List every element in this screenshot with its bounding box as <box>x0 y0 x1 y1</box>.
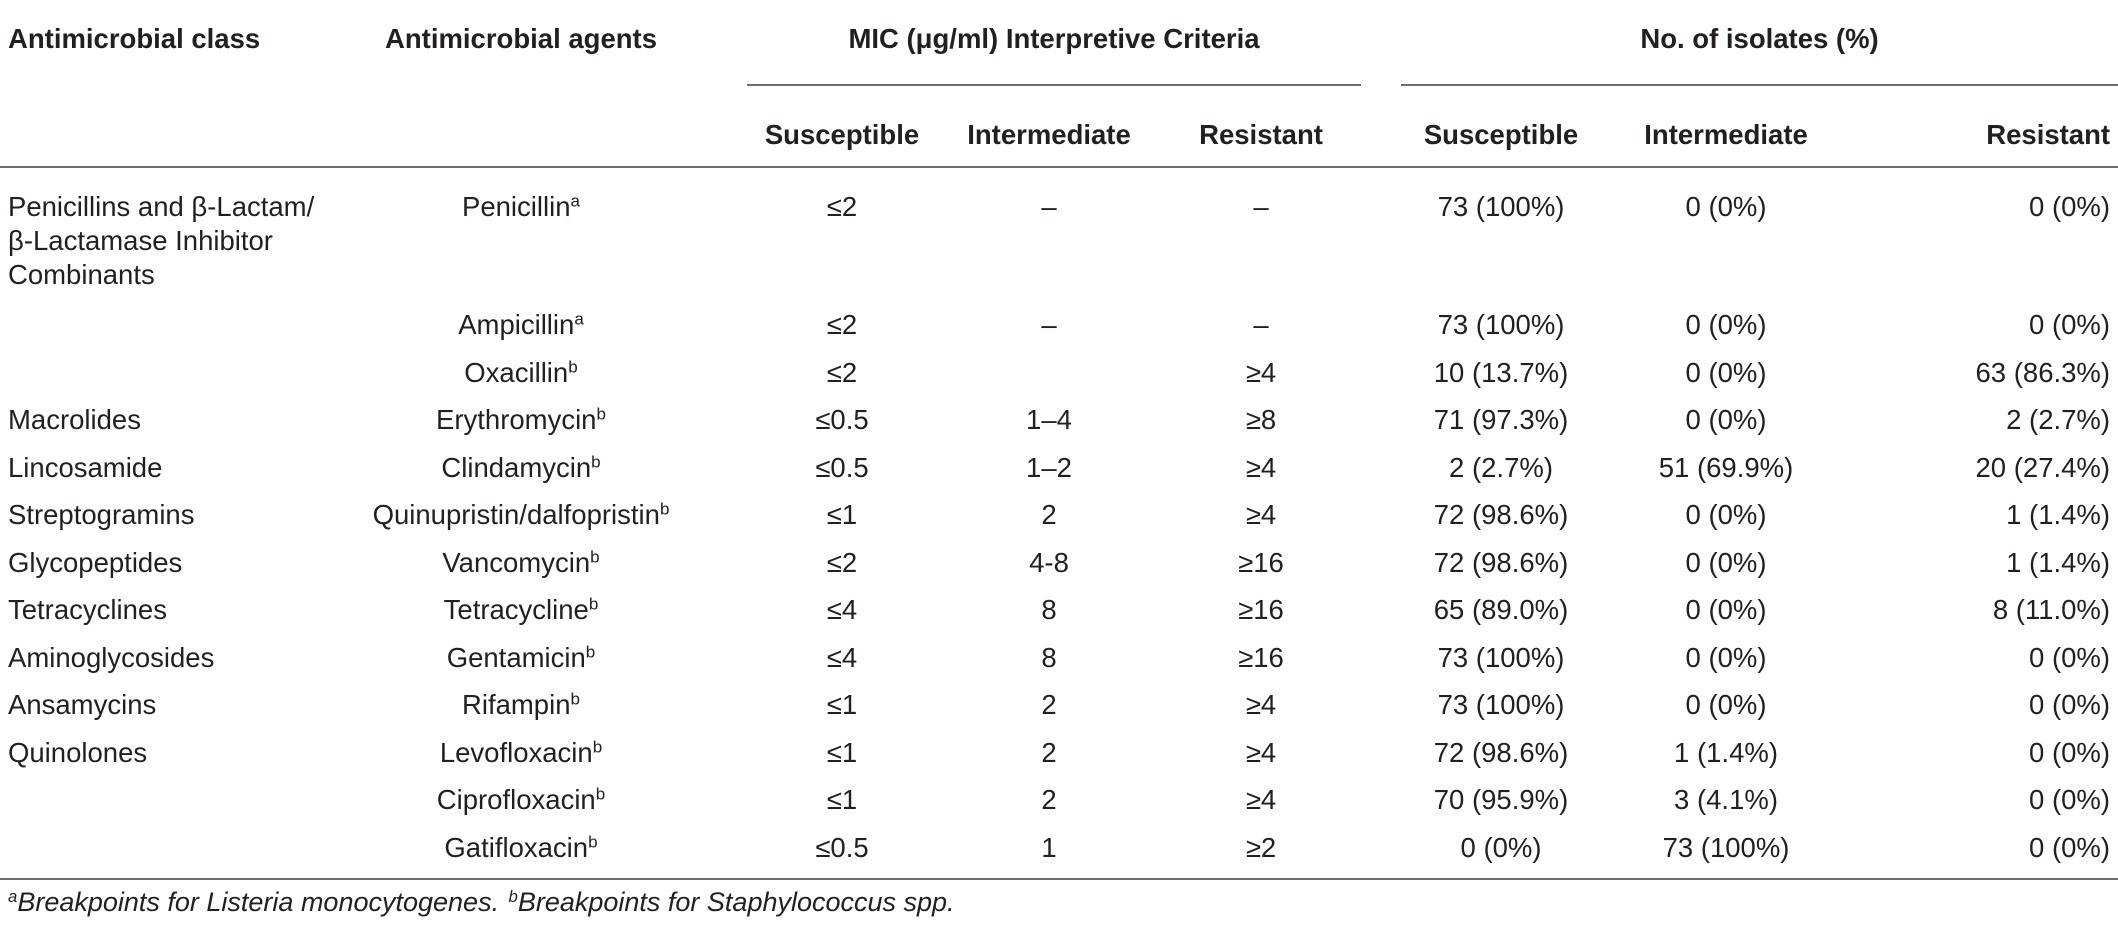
agent-name: Vancomycin <box>442 546 591 578</box>
cell-isolates-intermediate: 0 (0%) <box>1685 404 1767 435</box>
cell-agent <box>340 167 702 308</box>
cell-isolates-resistant: 0 (0%) <box>2029 784 2111 815</box>
footnote-b-text: Breakpoints for Staphylococcus spp. <box>517 887 955 917</box>
cell-class: Ansamycins <box>8 689 157 720</box>
agent-name: Erythromycin <box>436 404 597 435</box>
cell-gap <box>702 167 747 308</box>
cell-mic-susceptible: ≤2 <box>826 191 858 222</box>
agent-name: Tetracycline <box>443 594 589 625</box>
footnote-marker: b <box>588 832 598 852</box>
cell-mic-resistant: ≥4 <box>1245 499 1277 530</box>
table-row <box>0 546 2118 594</box>
agent-name: Rifampin <box>462 689 571 720</box>
cell-mic-susceptible: ≤0.5 <box>815 831 869 863</box>
agent-name: Levofloxacin <box>439 736 593 768</box>
cell-gap <box>1361 403 1401 451</box>
cell-mic-intermediate: – <box>1041 191 1057 222</box>
table-row <box>0 403 2118 451</box>
cell-isolates-resistant: 20 (27.4%) <box>1975 451 2111 483</box>
table-row <box>0 167 2118 308</box>
cell-mic-susceptible: ≤4 <box>826 594 858 625</box>
cell-mic-resistant: ≥4 <box>1245 689 1277 720</box>
cell-gap <box>702 736 747 784</box>
cell-mic-susceptible: ≤2 <box>826 356 858 388</box>
table-row <box>0 831 2118 880</box>
cell-mic-intermediate: 1–2 <box>1026 451 1072 483</box>
cell-mic-susceptible: ≤1 <box>826 736 858 768</box>
cell-agent <box>340 498 702 546</box>
col-header-mic-intermediate: Intermediate <box>967 119 1131 150</box>
cell-mic-susceptible: ≤0.5 <box>815 404 869 435</box>
cell-agent <box>340 308 702 356</box>
antimicrobial-susceptibility-table <box>0 10 2118 880</box>
table-row <box>0 783 2118 831</box>
table-row <box>0 308 2118 356</box>
footnote-marker: b <box>592 737 603 757</box>
cell-gap <box>1361 593 1401 641</box>
cell-agent <box>340 593 702 641</box>
table-row <box>0 451 2118 499</box>
cell-gap <box>702 831 747 880</box>
cell-class <box>0 783 340 831</box>
col-header-isolates-intermediate: Intermediate <box>1644 119 1808 150</box>
cell-class: Aminoglycosides <box>8 641 215 673</box>
cell-gap <box>702 783 747 831</box>
cell-gap <box>1361 498 1401 546</box>
cell-class: Glycopeptides <box>8 546 183 578</box>
cell-isolates-susceptible: 2 (2.7%) <box>1449 451 1553 483</box>
footnote-mark-b: b <box>508 886 518 906</box>
cell-isolates-intermediate: 0 (0%) <box>1685 356 1767 388</box>
cell-mic-intermediate: 4-8 <box>1029 546 1069 578</box>
cell-mic-resistant: – <box>1253 309 1269 340</box>
table-row <box>0 593 2118 641</box>
cell-isolates-susceptible: 10 (13.7%) <box>1433 356 1569 388</box>
footnote-marker: b <box>659 499 670 519</box>
footnote-marker: b <box>591 452 601 472</box>
table-row <box>0 688 2118 736</box>
cell-gap <box>1361 356 1401 404</box>
cell-mic-intermediate <box>937 356 1161 404</box>
cell-isolates-resistant: 0 (0%) <box>2029 641 2111 673</box>
cell-isolates-susceptible: 71 (97.3%) <box>1433 404 1569 435</box>
cell-gap <box>1361 688 1401 736</box>
cell-mic-susceptible: ≤2 <box>826 546 858 578</box>
cell-class <box>0 356 340 404</box>
footnote-marker: b <box>590 547 600 567</box>
cell-isolates-susceptible: 70 (95.9%) <box>1433 784 1569 815</box>
cell-mic-intermediate: 2 <box>1041 736 1057 768</box>
col-header-isolates-resistant: Resistant <box>1986 119 2111 150</box>
cell-mic-resistant: ≥8 <box>1245 404 1277 435</box>
footnote-marker: a <box>570 191 580 211</box>
agent-name: Clindamycin <box>441 451 592 483</box>
cell-gap <box>702 403 747 451</box>
cell-mic-intermediate: – <box>1041 309 1057 340</box>
col-group-mic-criteria: MIC (μg/ml) Interpretive Criteria <box>747 10 1361 85</box>
table-row <box>0 641 2118 689</box>
cell-isolates-intermediate: 51 (69.9%) <box>1658 451 1794 483</box>
cell-isolates-susceptible: 73 (100%) <box>1437 309 1565 340</box>
cell-mic-intermediate: 1 <box>1041 831 1057 863</box>
cell-mic-resistant: ≥16 <box>1238 546 1284 578</box>
agent-name: Ciprofloxacin <box>436 784 596 815</box>
cell-mic-intermediate: 2 <box>1041 499 1057 530</box>
cell-isolates-susceptible: 73 (100%) <box>1437 641 1565 673</box>
footnote-marker: b <box>588 594 599 614</box>
cell-mic-susceptible: ≤2 <box>826 309 858 340</box>
cell-agent <box>340 783 702 831</box>
cell-isolates-susceptible: 72 (98.6%) <box>1433 736 1569 768</box>
footnote-marker: b <box>568 357 578 377</box>
cell-agent <box>340 403 702 451</box>
footnote-marker: b <box>596 404 606 424</box>
header-gap <box>702 85 747 167</box>
col-header-class: Antimicrobial class <box>8 23 261 54</box>
cell-isolates-susceptible: 65 (89.0%) <box>1433 594 1569 625</box>
cell-gap <box>1361 546 1401 594</box>
cell-agent <box>340 641 702 689</box>
cell-mic-resistant: ≥16 <box>1238 641 1284 673</box>
agent-name: Ampicillin <box>458 309 575 340</box>
cell-isolates-resistant: 63 (86.3%) <box>1975 356 2111 388</box>
agent-name: Penicillin <box>461 191 571 222</box>
cell-isolates-resistant: 1 (1.4%) <box>2006 546 2111 578</box>
cell-class: Streptogramins <box>8 499 195 530</box>
cell-gap <box>702 498 747 546</box>
cell-isolates-intermediate: 3 (4.1%) <box>1674 784 1778 815</box>
cell-mic-resistant: ≥4 <box>1245 736 1277 768</box>
cell-mic-susceptible: ≤1 <box>826 499 858 530</box>
cell-isolates-resistant: 0 (0%) <box>2029 831 2111 863</box>
cell-mic-resistant: ≥16 <box>1238 594 1284 625</box>
cell-mic-susceptible: ≤0.5 <box>815 451 869 483</box>
cell-class: Macrolides <box>8 404 141 435</box>
cell-isolates-susceptible: 73 (100%) <box>1437 689 1565 720</box>
cell-mic-susceptible: ≤1 <box>826 689 858 720</box>
cell-isolates-intermediate: 0 (0%) <box>1685 309 1767 340</box>
header-gap <box>1361 85 1401 167</box>
cell-gap <box>702 356 747 404</box>
cell-gap <box>702 451 747 499</box>
cell-mic-resistant: ≥2 <box>1245 831 1277 863</box>
table-header <box>0 10 2118 167</box>
col-group-isolates: No. of isolates (%) <box>1401 10 2118 85</box>
col-header-mic-susceptible: Susceptible <box>764 119 920 150</box>
footnote-marker: b <box>570 689 580 709</box>
cell-class <box>0 831 340 880</box>
cell-mic-susceptible: ≤1 <box>826 784 858 815</box>
table-row <box>0 356 2118 404</box>
cell-mic-susceptible: ≤4 <box>826 641 858 673</box>
col-header-agents: Antimicrobial agents <box>385 23 657 54</box>
cell-class <box>0 308 340 356</box>
cell-isolates-intermediate: 1 (1.4%) <box>1674 736 1778 768</box>
cell-gap <box>702 593 747 641</box>
cell-class: Lincosamide <box>8 451 163 483</box>
cell-mic-intermediate: 2 <box>1041 784 1057 815</box>
cell-isolates-resistant: 2 (2.7%) <box>2006 404 2111 435</box>
cell-gap <box>702 308 747 356</box>
cell-isolates-resistant: 0 (0%) <box>2029 736 2111 768</box>
cell-agent <box>340 736 702 784</box>
cell-mic-intermediate: 2 <box>1041 689 1057 720</box>
cell-class: Tetracyclines <box>8 594 167 625</box>
cell-gap <box>1361 451 1401 499</box>
cell-mic-resistant: ≥4 <box>1245 451 1277 483</box>
cell-agent <box>340 688 702 736</box>
cell-class: Penicillins and β-Lactam/β-Lactamase Inhibitor Combinants <box>8 191 315 290</box>
cell-agent <box>340 451 702 499</box>
cell-class: Quinolones <box>8 736 148 768</box>
footnote-marker: b <box>595 784 606 804</box>
cell-isolates-resistant: 8 (11.0%) <box>1992 594 2111 625</box>
cell-isolates-intermediate: 0 (0%) <box>1685 191 1767 222</box>
cell-mic-intermediate: 8 <box>1041 641 1057 673</box>
cell-isolates-intermediate: 0 (0%) <box>1685 641 1767 673</box>
agent-name: Gatifloxacin <box>444 831 589 863</box>
cell-gap <box>1361 736 1401 784</box>
cell-isolates-susceptible: 72 (98.6%) <box>1433 546 1569 578</box>
cell-gap <box>1361 831 1401 880</box>
cell-isolates-resistant: 0 (0%) <box>2029 191 2111 222</box>
footnote-a-text: Breakpoints for Listeria monocytogenes. <box>17 887 500 917</box>
agent-name: Gentamicin <box>446 641 586 673</box>
col-header-isolates-susceptible: Susceptible <box>1423 119 1579 150</box>
header-row-top <box>0 10 2118 85</box>
cell-gap <box>1361 783 1401 831</box>
cell-mic-intermediate: 1–4 <box>1026 404 1072 435</box>
cell-gap <box>1361 167 1401 308</box>
cell-isolates-susceptible: 73 (100%) <box>1437 191 1565 222</box>
cell-isolates-intermediate: 0 (0%) <box>1685 594 1767 625</box>
cell-isolates-intermediate: 0 (0%) <box>1685 689 1767 720</box>
cell-isolates-intermediate: 73 (100%) <box>1662 831 1790 863</box>
cell-isolates-susceptible: 0 (0%) <box>1460 831 1542 863</box>
cell-agent <box>340 546 702 594</box>
cell-gap <box>702 641 747 689</box>
table-footnotes <box>8 887 955 918</box>
cell-isolates-resistant: 0 (0%) <box>2029 689 2111 720</box>
table-row <box>0 498 2118 546</box>
agent-name: Oxacillin <box>464 356 569 388</box>
table-body <box>0 167 2118 879</box>
cell-mic-resistant: ≥4 <box>1245 784 1277 815</box>
table-row <box>0 736 2118 784</box>
cell-isolates-resistant: 1 (1.4%) <box>2006 499 2111 530</box>
cell-isolates-resistant: 0 (0%) <box>2029 309 2111 340</box>
cell-gap <box>1361 641 1401 689</box>
footnote-mark-a: a <box>8 886 18 906</box>
cell-mic-intermediate: 8 <box>1041 594 1057 625</box>
cell-isolates-susceptible: 72 (98.6%) <box>1433 499 1569 530</box>
cell-gap <box>1361 308 1401 356</box>
agent-name: Quinupristin/dalfopristin <box>372 499 660 530</box>
footnote-marker: a <box>574 309 584 329</box>
cell-agent <box>340 356 702 404</box>
header-gap <box>1361 10 1401 85</box>
cell-mic-resistant: – <box>1253 191 1269 222</box>
cell-gap <box>702 688 747 736</box>
header-gap <box>702 10 747 85</box>
footnote-marker: b <box>585 642 596 662</box>
cell-agent <box>340 831 702 880</box>
cell-mic-resistant: ≥4 <box>1245 356 1277 388</box>
cell-isolates-intermediate: 0 (0%) <box>1685 546 1767 578</box>
col-header-mic-resistant: Resistant <box>1199 119 1323 150</box>
cell-isolates-intermediate: 0 (0%) <box>1685 499 1767 530</box>
cell-gap <box>702 546 747 594</box>
